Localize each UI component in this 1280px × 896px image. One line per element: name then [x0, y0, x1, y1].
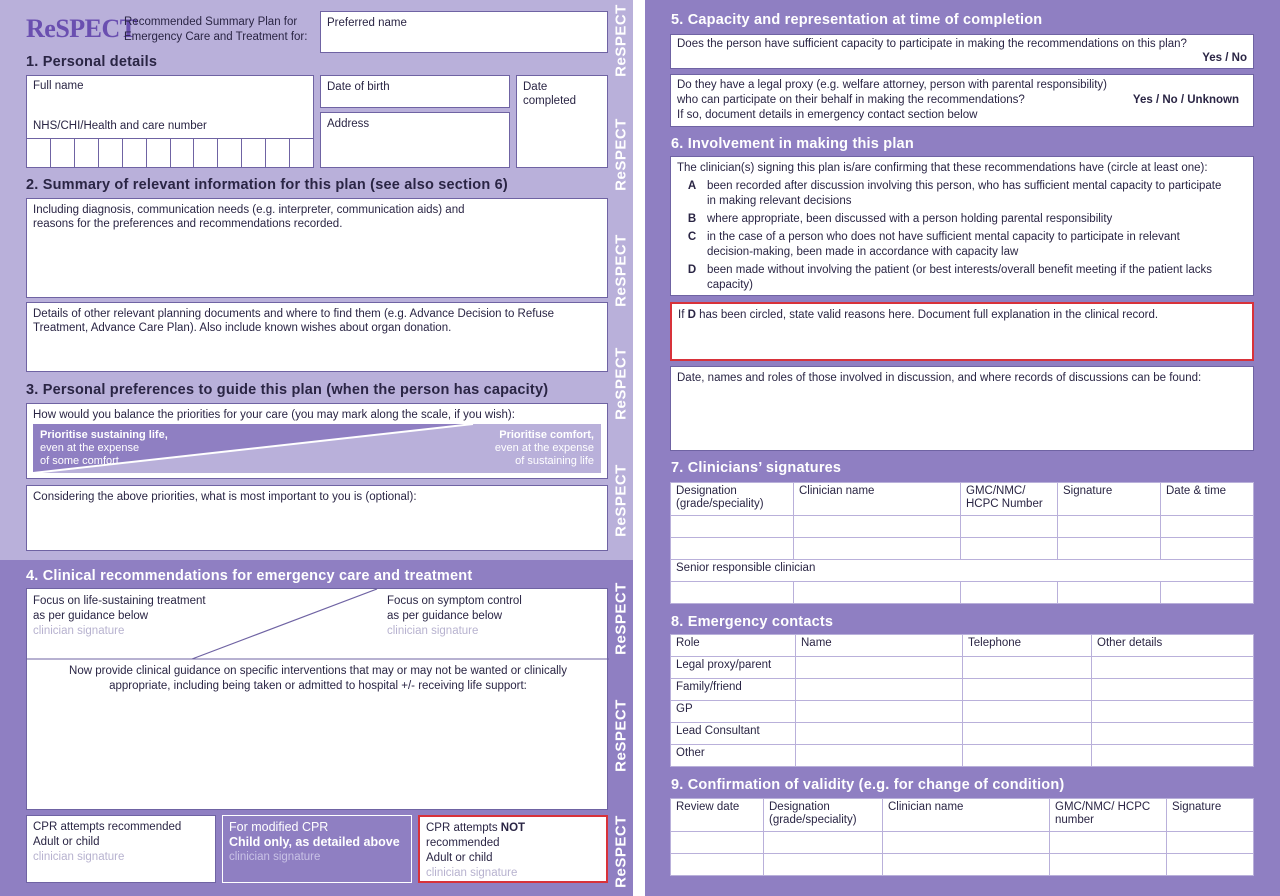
side-label: ReSPECT	[612, 464, 630, 537]
modified-cpr-line2: Child only, as detailed above	[229, 835, 400, 849]
cpr-recommended-box[interactable]	[26, 815, 216, 883]
date-completed-label: Date completed	[523, 81, 577, 107]
form-title	[124, 15, 307, 45]
involvement-item[interactable]	[677, 212, 1247, 227]
emergency-contacts-table	[670, 634, 1254, 767]
planning-documents-field[interactable]	[26, 302, 608, 372]
focus-life-line2: as per guidance below	[33, 610, 149, 622]
role-cell: Lead Consultant	[671, 723, 796, 745]
table-row[interactable]	[671, 516, 1254, 538]
cpr-recommended-line1: CPR attempts recommended	[33, 821, 182, 833]
section-6-title: 6. Involvement in making this plan	[671, 136, 914, 152]
legal-proxy-line3: If so, document details in emergency contact section below	[677, 109, 978, 121]
cpr-not-pre: CPR attempts	[426, 822, 501, 834]
involvement-text: in the case of a person who does not have sufficient mental capacity to participate in relevant decision-making, been made in accordance with capacity law	[707, 231, 1180, 258]
section-1-title: 1. Personal details	[26, 54, 158, 70]
involvement-box	[670, 156, 1254, 296]
right-priority-bold: Prioritise comfort,	[499, 429, 594, 441]
page-gap	[633, 0, 645, 896]
d-reasons-pre: If	[678, 309, 688, 321]
col-role: Role	[671, 635, 796, 657]
clinician-signature-hint: clinician signature	[33, 625, 125, 637]
modified-cpr-line1: For modified CPR	[229, 820, 329, 834]
most-important-label: Considering the above priorities, what is most important to you is (optional):	[33, 491, 417, 503]
preferred-name-label: Preferred name	[327, 17, 407, 29]
table-row[interactable]	[671, 701, 1254, 723]
planning-documents-label: Details of other relevant planning documents and where to find them (e.g. Advance Decision to Refuse Treatment, Advance Care Plan). Also include known wishes about organ donation.	[33, 308, 554, 334]
discussion-record-field[interactable]	[670, 366, 1254, 451]
focus-symptom-line1: Focus on symptom control	[387, 595, 522, 607]
legal-proxy-answer[interactable]: Yes / No / Unknown	[1132, 94, 1239, 106]
col-clinician-name: Clinician name	[883, 799, 1050, 832]
involvement-text: been recorded after discussion involving this person, who has sufficient mental capacity to participate in making relevant decisions	[707, 180, 1222, 207]
senior-clinician-label: Senior responsible clinician	[671, 560, 1254, 582]
clinician-signature-hint: clinician signature	[426, 867, 518, 879]
d-reasons-letter: D	[687, 309, 696, 321]
date-completed-field[interactable]	[516, 75, 608, 168]
col-designation: Designation (grade/speciality)	[764, 799, 883, 832]
summary-info-field[interactable]	[26, 198, 608, 298]
clinician-signature-hint: clinician signature	[33, 851, 125, 863]
involvement-letter: B	[687, 213, 697, 225]
focus-symptom-control[interactable]	[387, 594, 522, 639]
left-priority	[40, 429, 168, 468]
cpr-not-recommended-line2: Adult or child	[426, 852, 493, 864]
senior-clinician-row	[671, 560, 1254, 582]
involvement-item[interactable]	[677, 179, 1247, 209]
section-3-title: 3. Personal preferences to guide this plan (when the person has capacity)	[26, 382, 549, 398]
focus-box	[26, 588, 608, 810]
priorities-question: How would you balance the priorities for your care (you may mark along the scale, if you wish):	[33, 409, 515, 421]
involvement-item[interactable]	[677, 230, 1247, 260]
side-label: ReSPECT	[612, 815, 630, 888]
d-reasons-field[interactable]	[670, 302, 1254, 361]
role-cell: Family/friend	[671, 679, 796, 701]
right-priority-sub1: even at the expense	[494, 442, 594, 454]
side-label: ReSPECT	[612, 4, 630, 77]
table-row[interactable]	[671, 723, 1254, 745]
involvement-text: where appropriate, been discussed with a person holding parental responsibility	[707, 213, 1113, 225]
form-title-line1: Recommended Summary Plan for	[124, 16, 298, 28]
col-gmc-number: GMC/NMC/ HCPC number	[1050, 799, 1167, 832]
section-5-title: 5. Capacity and representation at time of completion	[671, 12, 1043, 28]
clinician-signature-hint: clinician signature	[387, 625, 479, 637]
table-header-row	[671, 483, 1254, 516]
d-reasons-post: has been circled, state valid reasons here. Document full explanation in the clinical record.	[695, 309, 1159, 321]
role-cell: Legal proxy/parent	[671, 657, 796, 679]
side-label: ReSPECT	[612, 347, 630, 420]
section-4-title: 4. Clinical recommendations for emergency care and treatment	[26, 568, 473, 584]
side-label: ReSPECT	[612, 118, 630, 191]
involvement-item[interactable]	[677, 263, 1247, 293]
capacity-question-box[interactable]	[670, 34, 1254, 69]
clinical-guidance-label: Now provide clinical guidance on specific interventions that may or may not be wanted or clinically appropriate, including being taken or admitted to hospital +/- receiving life support:	[69, 665, 567, 692]
respect-logo: ReSPECT	[26, 14, 137, 43]
dob-label: Date of birth	[327, 81, 390, 93]
preferred-name-field[interactable]	[320, 11, 608, 53]
involvement-letter: C	[687, 231, 697, 243]
col-review-date: Review date	[671, 799, 764, 832]
section-7-title: 7. Clinicians’ signatures	[671, 460, 842, 476]
right-priority	[495, 429, 594, 468]
table-row[interactable]	[671, 745, 1254, 767]
cpr-not-recommended-box[interactable]	[418, 815, 608, 883]
clinicians-signatures-table	[670, 482, 1254, 604]
cpr-not-word: NOT	[500, 822, 526, 834]
nhs-number-boxes[interactable]	[26, 138, 314, 168]
involvement-text: been made without involving the patient (or best interests/overall benefit meeting if the patient lacks capacity)	[707, 264, 1213, 291]
col-signature: Signature	[1058, 483, 1161, 516]
side-label: ReSPECT	[612, 582, 630, 655]
cpr-not-recommended-line1	[426, 821, 600, 851]
table-header-row	[671, 635, 1254, 657]
involvement-intro: The clinician(s) signing this plan is/are confirming that these recommendations have (circle at least one):	[677, 162, 1208, 174]
focus-symptom-line2: as per guidance below	[387, 610, 503, 622]
side-label: ReSPECT	[612, 234, 630, 307]
cpr-not-post: recommended	[426, 837, 500, 849]
col-signature: Signature	[1167, 799, 1254, 832]
section-9-title: 9. Confirmation of validity (e.g. for change of condition)	[671, 777, 1065, 793]
col-name: Name	[796, 635, 963, 657]
col-clinician-name: Clinician name	[794, 483, 961, 516]
most-important-field[interactable]	[26, 485, 608, 551]
validity-table	[670, 798, 1254, 876]
left-priority-sub2: of some comfort	[40, 455, 119, 467]
col-designation: Designation (grade/speciality)	[671, 483, 794, 516]
legal-proxy-line1: Do they have a legal proxy (e.g. welfare attorney, person with parental responsibility)	[677, 79, 1107, 91]
capacity-question: Does the person have sufficient capacity to participate in making the recommendations on this plan?	[677, 38, 1187, 50]
side-label: ReSPECT	[612, 699, 630, 772]
left-priority-sub1: even at the expense	[40, 442, 140, 454]
role-cell: Other	[671, 745, 796, 767]
summary-info-label: Including diagnosis, communication needs (e.g. interpreter, communication aids) and reasons for the preferences and recommendations recorded.	[33, 204, 465, 230]
legal-proxy-line2: who can participate on their behalf in making the recommendations?	[677, 94, 1025, 106]
cpr-recommended-line2: Adult or child	[33, 836, 100, 848]
clinician-signature-hint: clinician signature	[229, 851, 321, 863]
capacity-answer[interactable]: Yes / No	[1202, 52, 1247, 64]
focus-life-sustaining[interactable]	[33, 594, 206, 639]
col-gmc-number: GMC/NMC/ HCPC Number	[961, 483, 1058, 516]
form-title-line2: Emergency Care and Treatment for:	[124, 31, 308, 43]
left-priority-bold: Prioritise sustaining life,	[40, 429, 168, 441]
col-telephone: Telephone	[963, 635, 1092, 657]
legal-proxy-box[interactable]	[670, 74, 1254, 127]
full-name-label: Full name	[33, 80, 84, 92]
role-cell: GP	[671, 701, 796, 723]
priorities-scale[interactable]	[33, 424, 601, 473]
table-header-row	[671, 799, 1254, 832]
table-row[interactable]	[671, 538, 1254, 560]
col-date-time: Date & time	[1161, 483, 1254, 516]
table-row[interactable]	[671, 854, 1254, 876]
section-8-title: 8. Emergency contacts	[671, 614, 834, 630]
address-label: Address	[327, 118, 370, 130]
nhs-number-label: NHS/CHI/Health and care number	[33, 120, 207, 132]
col-other-details: Other details	[1092, 635, 1254, 657]
table-row[interactable]	[671, 679, 1254, 701]
section-2-title: 2. Summary of relevant information for this plan (see also section 6)	[26, 177, 508, 193]
right-priority-sub2: of sustaining life	[515, 455, 594, 467]
focus-life-line1: Focus on life-sustaining treatment	[33, 595, 206, 607]
involvement-letter: A	[687, 180, 697, 192]
date-of-birth-field[interactable]	[320, 75, 510, 108]
table-row[interactable]	[671, 582, 1254, 604]
involvement-letter: D	[687, 264, 697, 276]
address-field[interactable]	[320, 112, 510, 168]
clinical-guidance-field[interactable]	[43, 664, 593, 694]
modified-cpr-box[interactable]	[222, 815, 412, 883]
discussion-record-label: Date, names and roles of those involved in discussion, and where records of discussions can be found:	[677, 372, 1202, 384]
table-row[interactable]	[671, 657, 1254, 679]
table-row[interactable]	[671, 832, 1254, 854]
